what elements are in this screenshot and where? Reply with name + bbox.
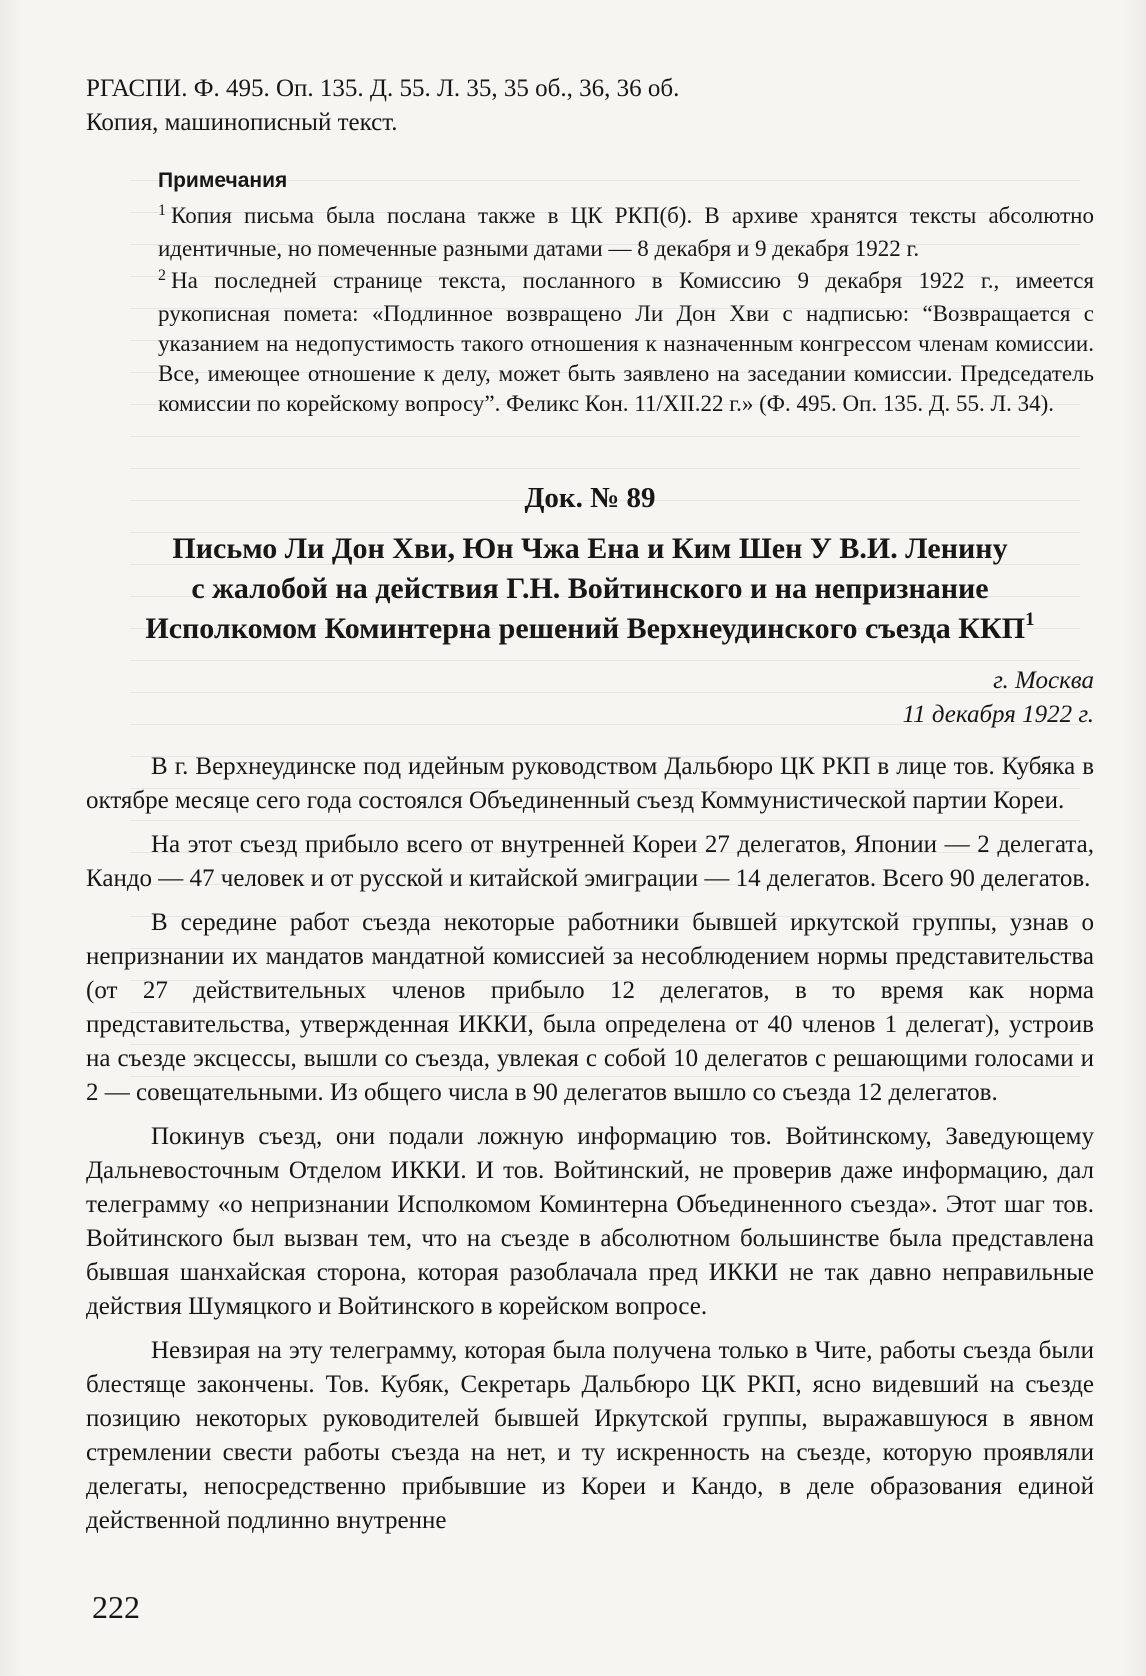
letter-body bbox=[86, 750, 1094, 1538]
note-1 bbox=[158, 201, 1094, 264]
document-title bbox=[86, 529, 1094, 653]
body-paragraph-2: На этот съезд прибыло всего от внутренней Кореи 27 делегатов, Японии — 2 делегата, Кандо — 47 человек и от русской и китайской эмиграции — 14 делегатов. Всего 90 делегатов. bbox=[86, 831, 1094, 892]
note-2 bbox=[158, 266, 1094, 419]
body-paragraph-5: Невзирая на эту телеграмму, которая была получена только в Чите, работы съезда были блестяще закончены. Тов. Кубяк, Секретарь Дальбюро ЦК РКП, ясно видевший на съезде позицию некоторых руководителей бывшей Иркутской группы, выражавшуюся в явном стремлении свести работы съезда на нет, и ту искренность на съезде, которую проявляли делегаты, непосредственно прибывшие из Кореи и Кандо, в деле образования единой действенной подлинно внутренне bbox=[86, 1337, 1094, 1534]
body-paragraph-1: В г. Верхнеудинске под идейным руководством Дальбюро ЦК РКП в лице тов. Кубяка в октябре месяце сего года состоялся Объединенный съезд Коммунистической партии Кореи. bbox=[86, 753, 1094, 814]
page-number: 222 bbox=[92, 1589, 140, 1625]
body-paragraph-4: Покинув съезд, они подали ложную информацию тов. Войтинскому, Заведующему Дальневосточным Отделом ИККИ. И тов. Войтинский, не проверив даже информацию, дал телеграмму «о непризнании Исполкомом Коминтерна Объединенного съезда». Этот шаг тов. Войтинского был вызван тем, что на съезде в абсолютном большинстве была представлена бывшая шанхайская сторона, которая разоблачала пред ИККИ не так давно неправильные действия Шумяцкого и Войтинского в корейском вопросе. bbox=[86, 1123, 1094, 1320]
dateline bbox=[86, 664, 1094, 732]
note-1-text: Копия письма была послана также в ЦК РКП(б). В архиве хранятся тексты абсолютно идентичные, но помеченные разными датами — 8 декабря и 9 декабря 1922 г. bbox=[158, 203, 1094, 261]
document-date: 11 декабря 1922 г. bbox=[902, 701, 1094, 728]
document-title-line-1: Письмо Ли Дон Хви, Юн Чжа Ена и Ким Шен У В.И. Ленину bbox=[172, 532, 1008, 565]
note-2-text: На последней странице текста, посланного в Комиссию 9 декабря 1922 г., имеется рукописная помета: «Подлинное возвращено Ли Дон Хви с надписью: “Возвращается с указанием на недопустимость такого отношения к назначенным конгрессом членам комиссии. Все, имеющее отношение к делу, может быть заявлено на заседании комиссии. Председатель комиссии по корейскому вопросу”. Феликс Кон. 11/XII.22 г.» (Ф. 495. Оп. 135. Д. 55. Л. 34). bbox=[158, 268, 1094, 416]
notes-title: Примечания bbox=[158, 169, 288, 192]
document-title-line-2: с жалобой на действия Г.Н. Войтинского и на непризнание bbox=[191, 572, 989, 605]
note-1-number: 1 bbox=[158, 202, 166, 219]
page-content bbox=[86, 72, 1094, 1548]
archive-reference: РГАСПИ. Ф. 495. Оп. 135. Д. 55. Л. 35, 35 об., 36, 36 об. bbox=[86, 75, 680, 102]
document-title-line-3-text: Исполкомом Коминтерна решений Верхнеудинского съезда ККП bbox=[145, 612, 1026, 645]
title-footnote-marker: 1 bbox=[1025, 609, 1035, 630]
document-number: Док. № 89 bbox=[524, 482, 656, 514]
document-title-line-3 bbox=[86, 609, 1094, 653]
document-place: г. Москва bbox=[993, 667, 1094, 694]
copy-note: Копия, машинописный текст. bbox=[86, 109, 398, 136]
note-2-number: 2 bbox=[158, 267, 166, 284]
body-paragraph-3: В середине работ съезда некоторые работники бывшей иркутской группы, узнав о непризнании их мандатов мандатной комиссией за несоблюдением нормы представительства (от 27 действительных членов прибыло 12 делегатов, в то время как норма представительства, утвержденная ИККИ, была определена от 40 членов 1 делегат), устроив на съезде эксцессы, вышли со съезда, увлекая с собой 10 делегатов с решающими голосами и 2 — совещательными. Из общего числа в 90 делегатов вышло со съезда 12 делегатов. bbox=[86, 909, 1094, 1106]
notes-section bbox=[158, 167, 1094, 419]
